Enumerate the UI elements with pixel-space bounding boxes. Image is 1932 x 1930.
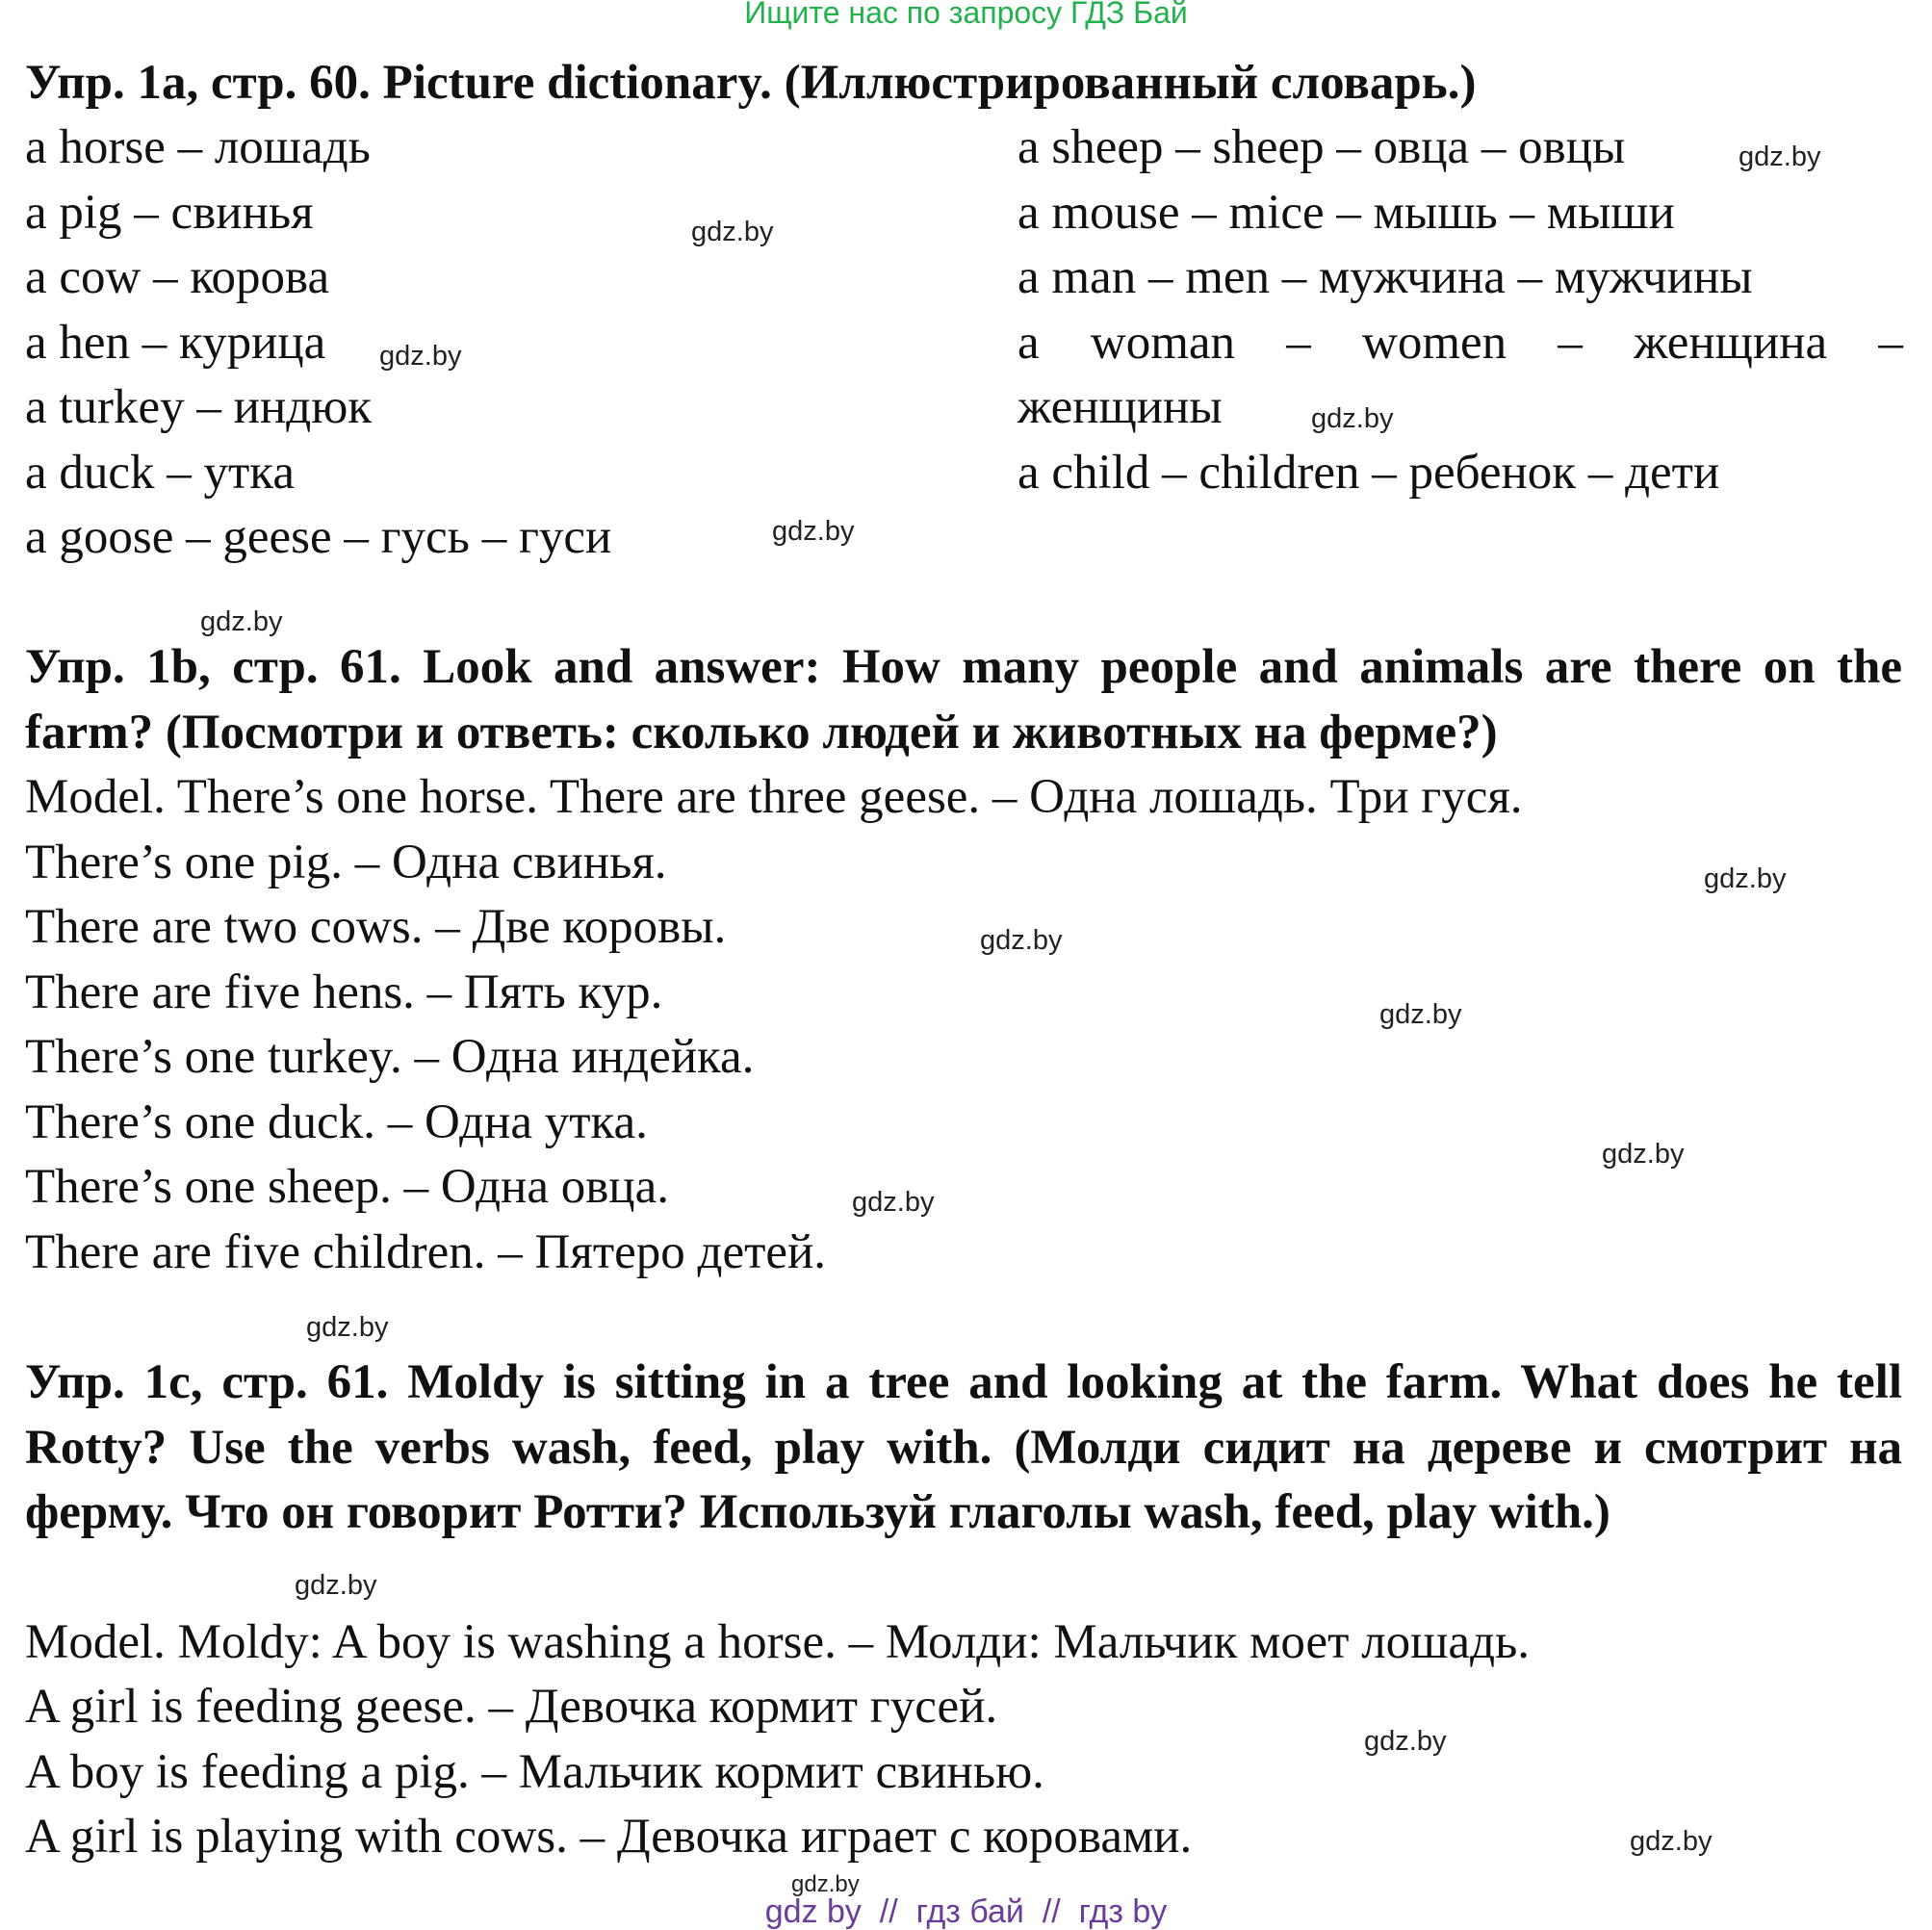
word: женщина: [1634, 316, 1828, 370]
watermark: gdz.by: [1630, 1826, 1713, 1857]
watermark: gdz.by: [200, 606, 283, 637]
watermark: gdz.by: [791, 1871, 860, 1897]
ex1a-right-line: a sheep – sheep – овца – овцы: [1018, 120, 1626, 174]
ex1a-right-line: a man – men – мужчина – мужчины: [1018, 250, 1753, 304]
word: a: [1018, 316, 1040, 370]
watermark: gdz.by: [306, 1312, 389, 1343]
ex1a-left-line: a turkey – индюк: [25, 380, 373, 434]
watermark: gdz.by: [1311, 403, 1394, 434]
watermark: gdz.by: [1364, 1726, 1447, 1757]
ex1c-line: A girl is playing with cows. – Девочка играет с коровами.: [25, 1810, 1193, 1864]
watermark: gdz.by: [379, 341, 462, 372]
ex1a-left-line: a goose – geese – гусь – гуси: [25, 510, 612, 564]
ex1c-heading: Упр. 1c, стр. 61. Moldy is sitting in a tree and looking at the farm. What does he tell Rotty? Use the verbs wash, feed, play with. (Молди сидит на дереве и смотрит на ферму. Что он говорит Ротти? Используй глаголы wash, feed, play with.): [25, 1355, 1902, 1539]
ex1b-line: There’s one sheep. – Одна овца.: [25, 1160, 669, 1214]
ex1a-left-line: a cow – корова: [25, 250, 330, 304]
ex1c-line: Model. Moldy: A boy is washing a horse. – Молди: Мальчик моет лошадь.: [25, 1615, 1531, 1669]
watermark: gdz.by: [295, 1570, 377, 1601]
watermark: gdz.by: [852, 1187, 935, 1218]
ex1a-right-line: a mouse – mice – мышь – мыши: [1018, 186, 1675, 240]
ex1b-line: There are two cows. – Две коровы.: [25, 900, 727, 954]
ex1a-left-line: a duck – утка: [25, 446, 295, 500]
watermark: gdz.by: [691, 217, 774, 247]
word: –: [1878, 316, 1903, 370]
ex1b-line: Model. There’s one horse. There are three geese. – Одна лошадь. Три гуся.: [25, 770, 1523, 824]
ex1a-left-line: a horse – лошадь: [25, 120, 371, 174]
word: –: [1286, 316, 1311, 370]
word: –: [1558, 316, 1583, 370]
ex1b-line: There’s one turkey. – Одна индейка.: [25, 1030, 755, 1084]
watermark: gdz.by: [1379, 999, 1462, 1030]
ex1b-heading: Упр. 1b, стр. 61. Look and answer: How many people and animals are there on the farm? (Посмотри и ответь: сколько людей и животных на ферме?): [25, 640, 1902, 759]
watermark: gdz.by: [772, 516, 855, 547]
ex1b-line: There are five hens. – Пять кур.: [25, 965, 663, 1019]
ex1c-line: A girl is feeding geese. – Девочка кормит гусей.: [25, 1680, 998, 1734]
watermark: gdz.by: [1602, 1139, 1685, 1170]
word: women: [1362, 316, 1507, 370]
ex1a-heading: Упр. 1a, стр. 60. Picture dictionary. (Иллюстрированный словарь.): [25, 56, 1477, 110]
word: woman: [1090, 316, 1236, 370]
watermark: gdz.by: [1704, 863, 1787, 894]
ex1a-left-line: a hen – курица: [25, 316, 326, 370]
watermark: gdz.by: [980, 925, 1063, 956]
watermark: gdz.by: [1739, 142, 1821, 172]
ex1c-line: A boy is feeding a pig. – Мальчик кормит свинью.: [25, 1745, 1044, 1799]
ex1b-line: There are five children. – Пятеро детей.: [25, 1225, 827, 1279]
ex1b-line: There’s one pig. – Одна свинья.: [25, 836, 667, 889]
ex1b-line: There’s one duck. – Одна утка.: [25, 1095, 648, 1149]
ex1a-right-line: a child – children – ребенок – дети: [1018, 446, 1720, 500]
ex1a-woman-line: [1018, 311, 1903, 376]
ex1a-right-line: женщины: [1018, 380, 1223, 434]
ex1a-left-line: a pig – свинья: [25, 186, 314, 240]
footer-links: gdz by // гдз бай // гдз by: [764, 1893, 1168, 1930]
search-banner: Ищите нас по запросу ГДЗ Бай: [744, 0, 1188, 30]
